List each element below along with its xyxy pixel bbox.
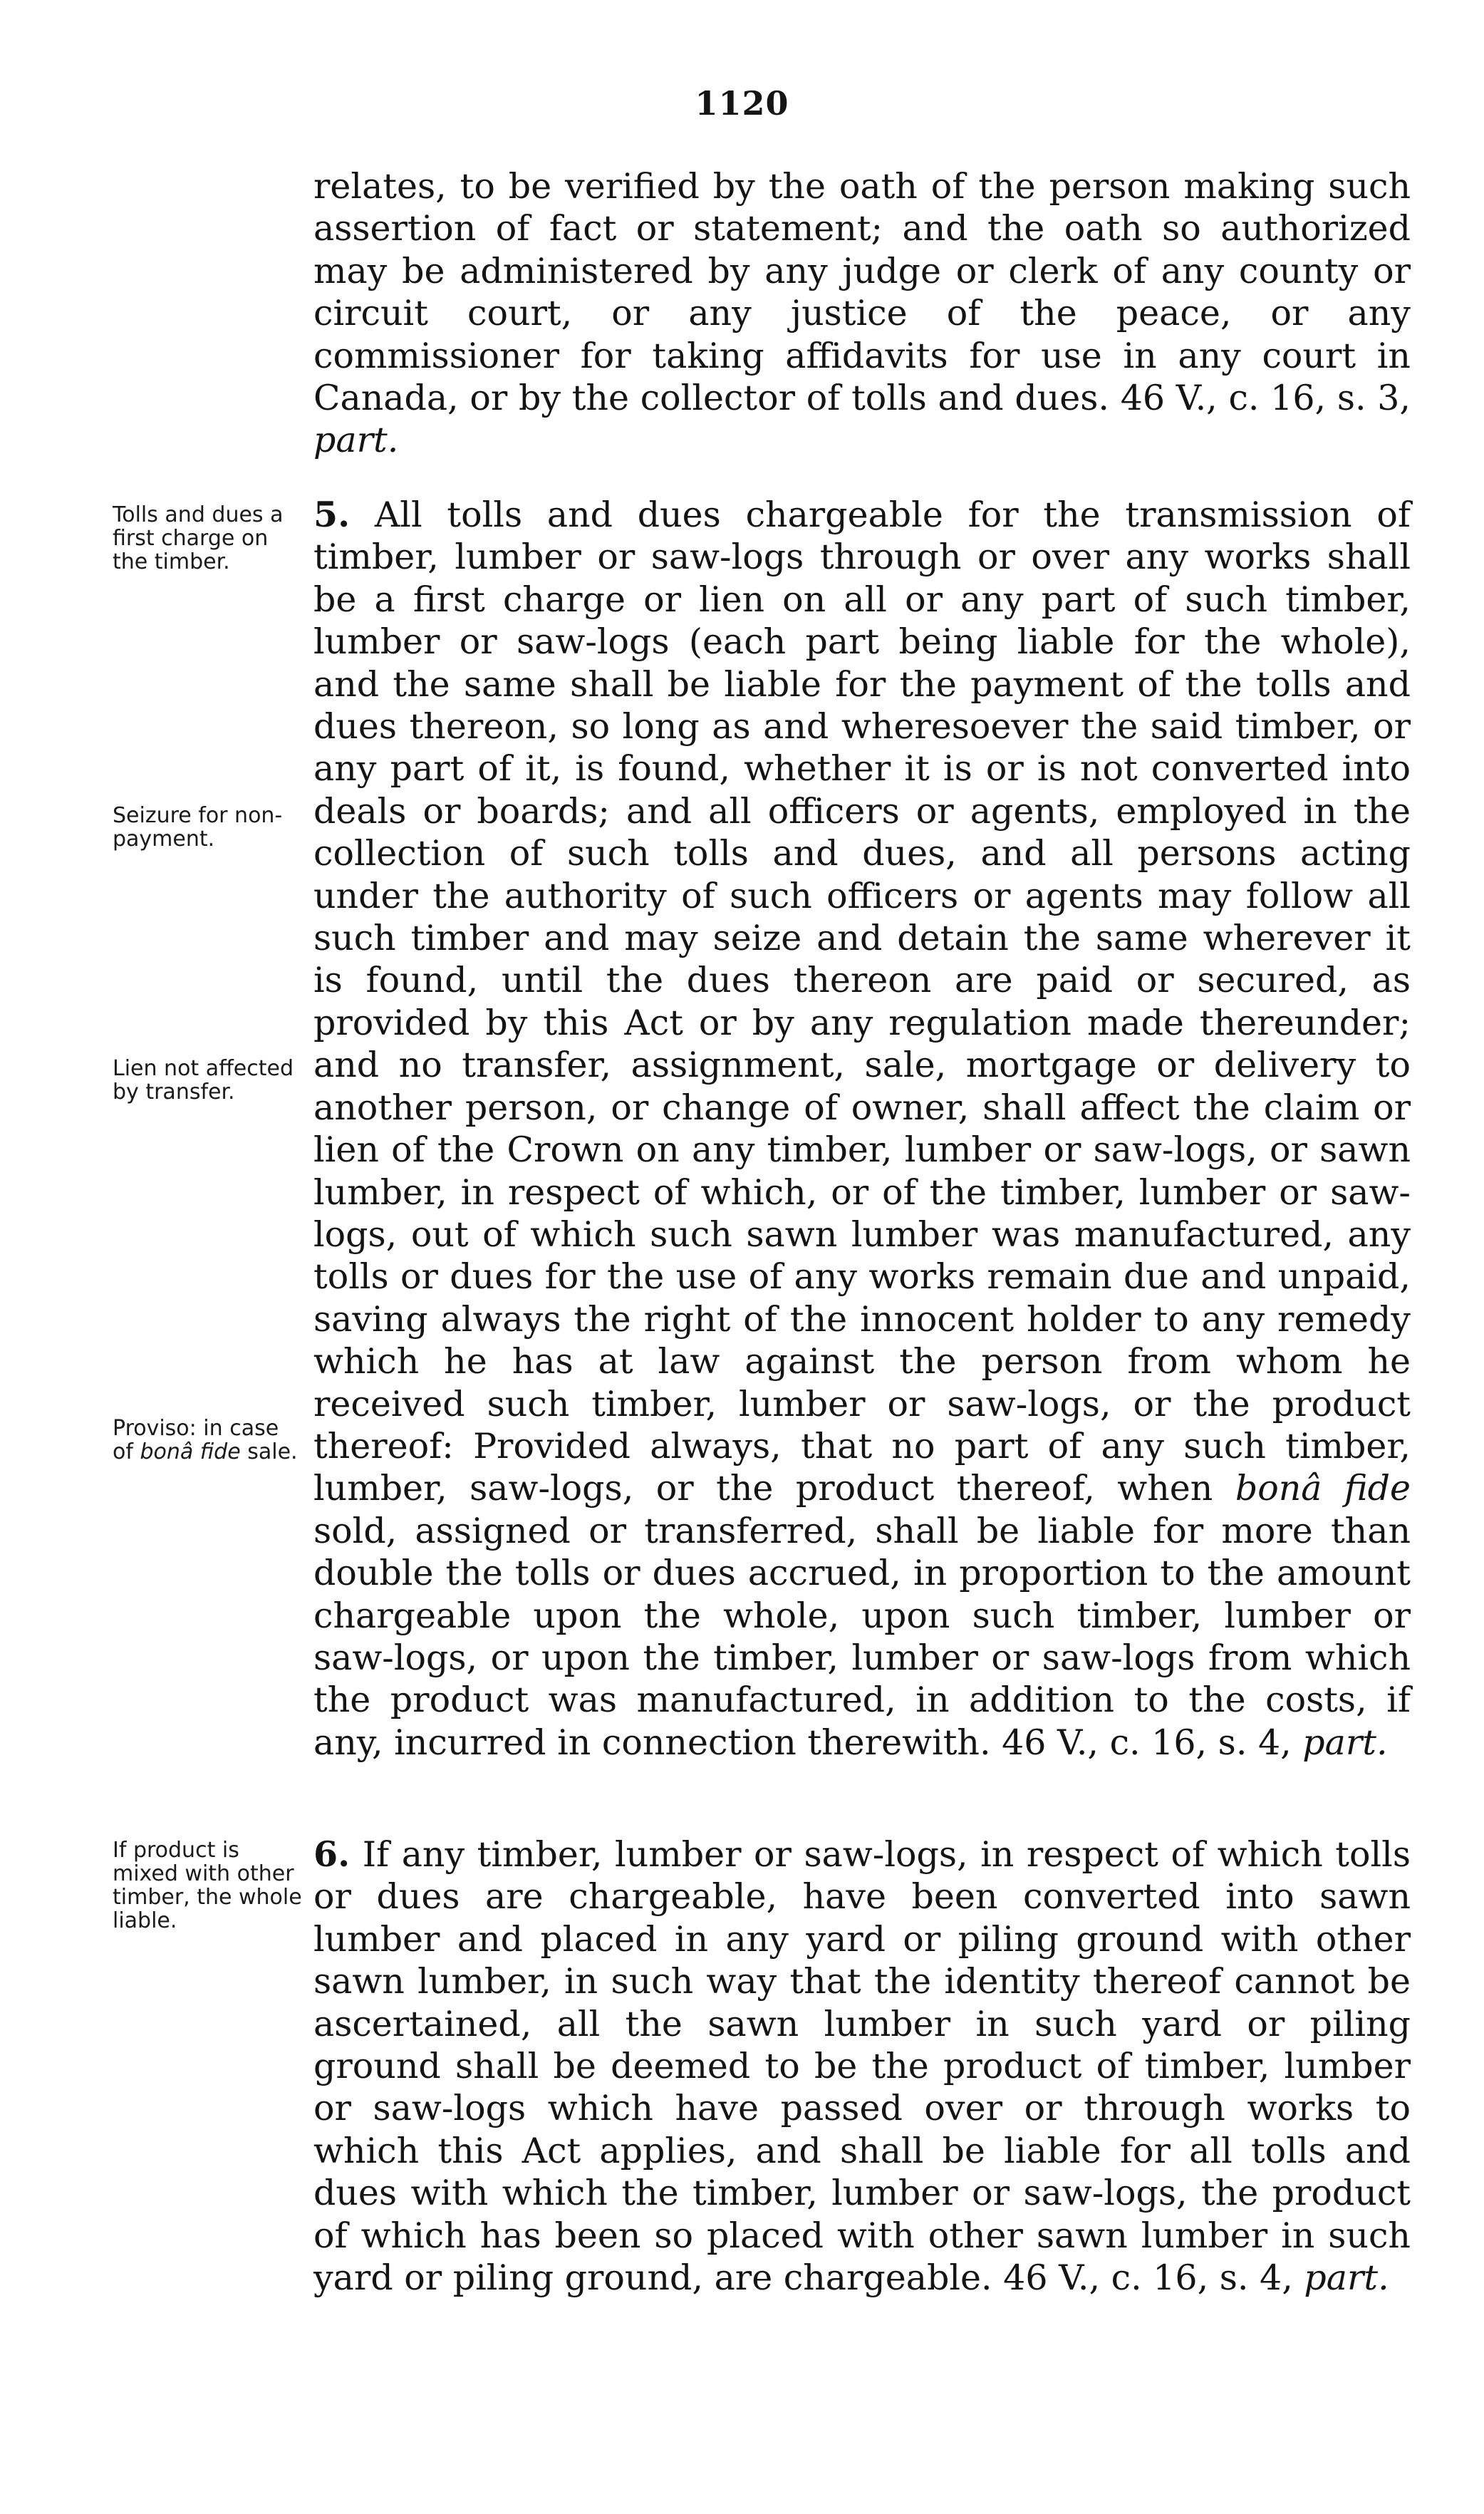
section-6-paragraph	[313, 1833, 1411, 2299]
section-5-paragraph	[313, 494, 1411, 1764]
section-5-text: All tolls and dues chargeable for the transmission of timber, lumber or saw-logs through or over any works shall be a first charge or lien on all or any part of such timber, lumber or saw-logs (each part being liable for the whole), and the same shall be liable for the payment of the tolls and dues thereon, so long as and wheresoever the said timber, or any part of it, is found, whether it is or is not converted into deals or boards; and all officers or agents, employed in the collection of such tolls and dues, and all persons acting under the authority of such officers or agents may follow all such timber and may seize and detain the same wherever it is found, until the dues thereon are paid or secured, as provided by this Act or by any regulation made thereunder; and no transfer, assignment, sale, mortgage or delivery to another person, or change of owner, shall affect the claim or lien of the Crown on any timber, lumber or saw-logs, or sawn lumber, in respect of which, or of the timber, lumber or saw-logs, out of which such sawn lumber was manufactured, any tolls or dues for the use of any works remain due and unpaid, saving always the right of the innocent holder to any remedy which he has at law against the person from whom he received such timber, lumber or saw-logs, or the product thereof: Provided always, that no part of any such timber, lumber, saw-logs, or the product thereof, when	[313, 495, 1411, 1509]
proviso-prefix: Proviso: in case of	[113, 1416, 279, 1464]
section-5-text-after: sold, assigned or transferred, shall be liable for more than double the tolls or dues accrued, in proportion to the amount chargeable upon the whole, upon such timber, lumber or saw-logs, or upon the timber, lumber or saw-logs from which the product was manufactured, in addition to the costs, if any, incurred in connection therewith. 46 V., c. 16, s. 4,	[313, 1510, 1411, 1763]
proviso-italic: bonâ fide	[140, 1439, 241, 1464]
margin-note-tolls-first-charge: Tolls and dues a first charge on the timber.	[113, 502, 284, 574]
section-6-text: If any timber, lumber or saw-logs, in respect of which tolls or dues are chargeable, have been converted into sawn lumber and placed in any yard or piling ground with other sawn lumber, in such way that the identity thereof cannot be ascertained, all the sawn lumber in such yard or piling ground shall be deemed to be the product of timber, lumber or saw-logs which have passed over or through works to which this Act applies, and shall be liable for all tolls and dues with which the timber, lumber or saw-logs, the product of which has been so placed with other sawn lumber in such yard or piling ground, are chargeable. 46 V., c. 16, s. 4,	[313, 1834, 1411, 2299]
section-5-citation: part.	[1302, 1722, 1388, 1763]
continuation-text: relates, to be verified by the oath of the person making such assertion of fact or statement; and the oath so authorized may be administered by any judge or clerk of any county or circuit court, or any justice of the peace, or any commissioner for taking affidavits for use in any court in Canada, or by the collector of tolls and dues. 46 V., c. 16, s. 3,	[313, 166, 1411, 419]
continuation-citation: part.	[313, 420, 399, 461]
margin-note-seizure: Seizure for non-payment.	[113, 803, 283, 852]
section-5-italic-phrase: bonâ fide	[1235, 1468, 1411, 1509]
margin-note-lien-not-affected: Lien not affected by transfer.	[113, 1056, 294, 1105]
margin-note-product-mixed: If product is mixed with other timber, the whole liable.	[113, 1838, 302, 1933]
continuation-paragraph	[313, 165, 1411, 462]
section-6-number: 6.	[313, 1833, 351, 1875]
margin-note-proviso	[113, 1417, 305, 1464]
proviso-suffix: sale.	[247, 1439, 298, 1464]
section-6-citation: part.	[1304, 2257, 1389, 2299]
page-number: 1120	[695, 84, 789, 123]
section-5-number: 5.	[313, 494, 351, 535]
